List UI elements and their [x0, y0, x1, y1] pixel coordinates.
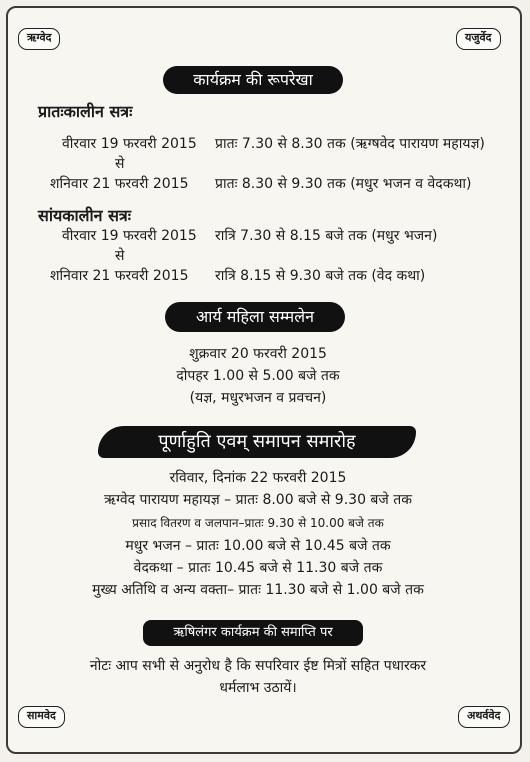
corner-label-yajurveda: यजुर्वेद	[456, 28, 501, 50]
evening-row1-date: वीरवार 19 फरवरी 2015	[62, 228, 197, 244]
women-conference-banner: आर्य महिला सम्मलेन	[165, 302, 345, 332]
program-outline-banner: कार्यक्रम की रूपरेखा	[163, 66, 343, 94]
closing-bhajan-time: मधुर भजन – प्रातः 10.00 बजे से 10.45 बजे तक	[125, 538, 391, 554]
corner-label-rigveda: ऋग्वेद	[18, 28, 60, 50]
morning-row1-time: प्रातः 7.30 से 8.30 तक (ऋग्षवेद पारायण महायज्ञ)	[215, 136, 485, 152]
note-line-1: नोटः आप सभी से अनुरोध है कि सपरिवार ईष्ट मित्रों सहित पधारकर	[89, 658, 427, 674]
closing-yajna-time: ऋग्वेद पारायण महायज्ञ – प्रातः 8.00 बजे से 9.30 बजे तक	[104, 492, 412, 508]
closing-ceremony-banner: पूर्णाहुति एवम् समापन समारोह	[98, 426, 416, 458]
langar-banner: ऋषिलंगर कार्यक्रम की समाप्ति पर	[143, 620, 363, 646]
closing-prasad-time: प्रसाद वितरण व जलपान–प्रातः 9.30 से 10.00 बजे तक	[132, 516, 384, 530]
note-line-2: धर्मलाभ उठायें।	[219, 680, 297, 696]
evening-session-heading: सांयकालीन सत्रः	[38, 206, 131, 225]
morning-se: से	[115, 156, 125, 172]
evening-se: से	[115, 248, 125, 264]
morning-row2-time: प्रातः 8.30 से 9.30 तक (मधुर भजन व वेदकथा)	[215, 176, 472, 192]
morning-session-heading: प्रातःकालीन सत्रः	[38, 102, 133, 121]
closing-speakers-time: मुख्य अतिथि व अन्य वक्ता– प्रातः 11.30 बजे से 1.00 बजे तक	[92, 582, 424, 598]
women-conference-date: शुक्रवार 20 फरवरी 2015	[189, 346, 327, 362]
evening-row2-time: रात्रि 8.15 से 9.30 बजे तक (वेद कथा)	[215, 268, 426, 284]
women-conference-time: दोपहर 1.00 से 5.00 बजे तक	[176, 368, 340, 384]
evening-row2-date: शनिवार 21 फरवरी 2015	[50, 268, 189, 284]
closing-vedkatha-time: वेदकथा – प्रातः 10.45 बजे से 11.30 बजे तक	[133, 560, 383, 576]
morning-row1-date: वीरवार 19 फरवरी 2015	[62, 136, 197, 152]
evening-row1-time: रात्रि 7.30 से 8.15 बजे तक (मधुर भजन)	[215, 228, 438, 244]
corner-label-samaveda: सामवेद	[18, 706, 65, 728]
morning-row2-date: शनिवार 21 फरवरी 2015	[50, 176, 189, 192]
corner-label-atharvaveda: अथर्ववेद	[458, 706, 510, 728]
women-conference-details: (यज्ञ, मधुरभजन व प्रवचन)	[189, 390, 327, 406]
closing-date: रविवार, दिनांक 22 फरवरी 2015	[169, 470, 347, 486]
